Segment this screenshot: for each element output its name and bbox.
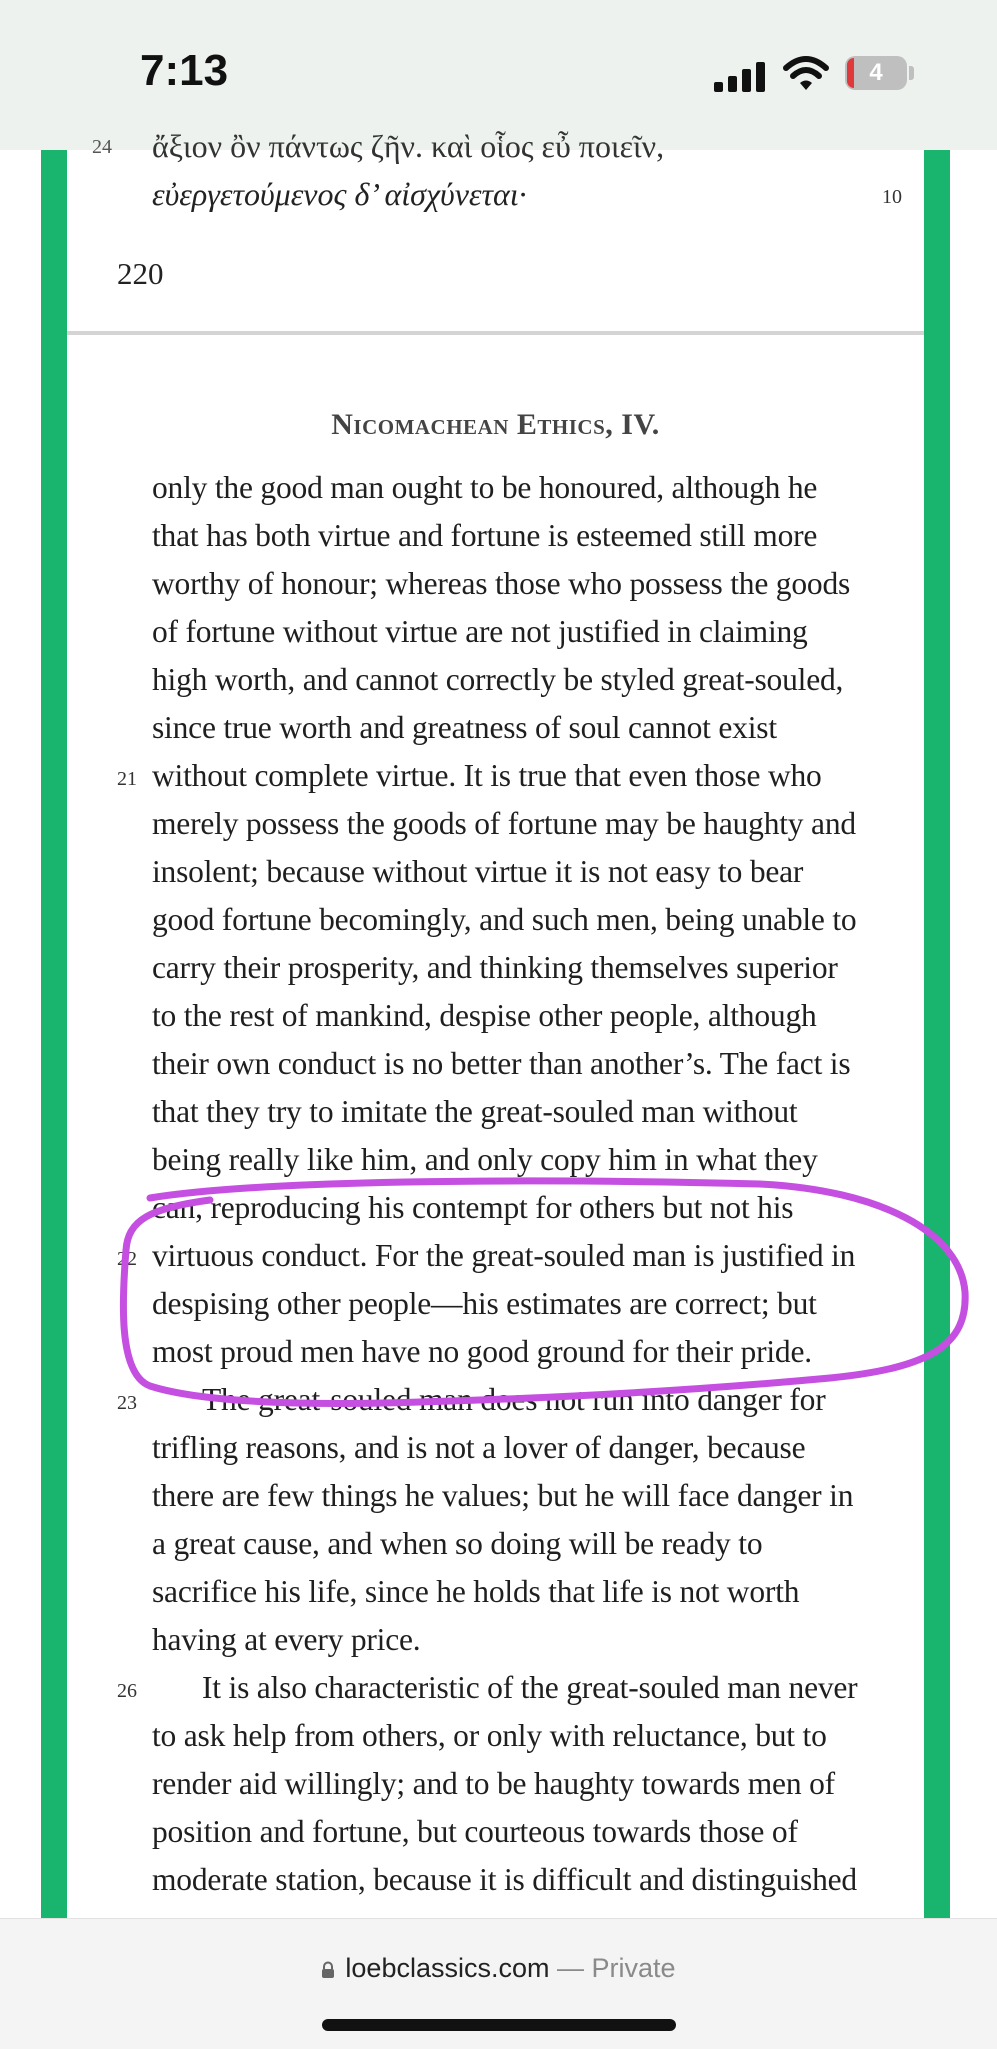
text-line: position and fortune, but courteous towards those of [152,1814,798,1849]
browsing-mode: Private [591,1953,676,1983]
greek-cut-text: ἄξιον ὂν πάντως ζῆν. καὶ οἷος εὖ ποιεῖν, [152,128,665,164]
page-divider [67,331,924,335]
greek-line-number: 10 [882,186,902,208]
wifi-icon [782,54,830,92]
greek-text-line: εὐεργετούμενος δ’ αἰσχύνεται· [152,176,527,212]
text-line: The great-souled man does not run into danger for [202,1382,826,1417]
section-number: 22 [117,1248,137,1270]
section-number: 21 [117,768,137,790]
url-text: loebclassics.com [345,1953,550,1983]
text-line: despising other people—his estimates are correct; but [152,1286,817,1321]
text-line: of fortune without virtue are not justified in claiming [152,614,808,649]
cellular-signal-icon [714,62,766,92]
text-line: there are few things he values; but he will face danger in [152,1478,854,1513]
text-line: without complete virtue. It is true that even those who [152,758,822,793]
left-border [41,150,67,1918]
page-header-title: Nicomachean Ethics, IV. [331,408,660,441]
text-line: virtuous conduct. For the great-souled man is justified in [152,1238,856,1273]
text-line: to ask help from others, or only with reluctance, but to [152,1718,827,1753]
text-line: can, reproducing his contempt for others but not his [152,1190,794,1225]
text-line: merely possess the goods of fortune may be haughty and [152,806,856,841]
page-number: 220 [117,256,164,291]
text-line: a great cause, and when so doing will be ready to [152,1526,763,1561]
url-bar[interactable] [0,1953,997,1984]
text-line: worthy of honour; whereas those who possess the goods [152,566,851,601]
status-time: 7:13 [140,46,229,95]
text-line: that has both virtue and fortune is esteemed still more [152,518,818,553]
text-line: high worth, and cannot correctly be styled great-souled, [152,662,844,697]
text-line: sacrifice his life, since he holds that life is not worth [152,1574,800,1609]
battery-cap [909,66,914,80]
right-border [924,150,950,1918]
text-line: their own conduct is no better than another’s. The fact is [152,1046,851,1081]
lock-icon [321,1962,335,1978]
greek-cut-line-number: 24 [92,136,112,158]
text-line: moderate station, because it is difficult and distinguished [152,1862,857,1897]
url-separator: — [549,1953,592,1983]
home-indicator[interactable] [322,2019,676,2031]
text-line: insolent; because without virtue it is not easy to bear [152,854,804,889]
browser-bottom-bar [0,1918,997,2049]
battery-level: 4 [869,59,883,86]
text-line: only the good man ought to be honoured, although he [152,470,818,505]
text-line: render aid willingly; and to be haughty towards men of [152,1766,835,1801]
text-line: trifling reasons, and is not a lover of danger, because [152,1430,806,1465]
section-number: 23 [117,1392,137,1414]
text-line: since true worth and greatness of soul cannot exist [152,710,777,745]
text-line: It is also characteristic of the great-souled man never [202,1670,858,1705]
text-line: good fortune becomingly, and such men, being unable to [152,902,857,937]
book-page[interactable] [67,128,924,1918]
text-line: most proud men have no good ground for their pride. [152,1334,812,1369]
section-number: 26 [117,1680,137,1702]
greek-text-line-cut [92,128,665,165]
text-line: that they try to imitate the great-souled man without [152,1094,798,1129]
battery-icon [845,56,907,90]
text-line: being really like him, and only copy him in what they [152,1142,818,1177]
text-line: having at every price. [152,1622,421,1657]
text-line: carry their prosperity, and thinking themselves superior [152,950,838,985]
text-line: to the rest of mankind, despise other people, although [152,998,817,1033]
